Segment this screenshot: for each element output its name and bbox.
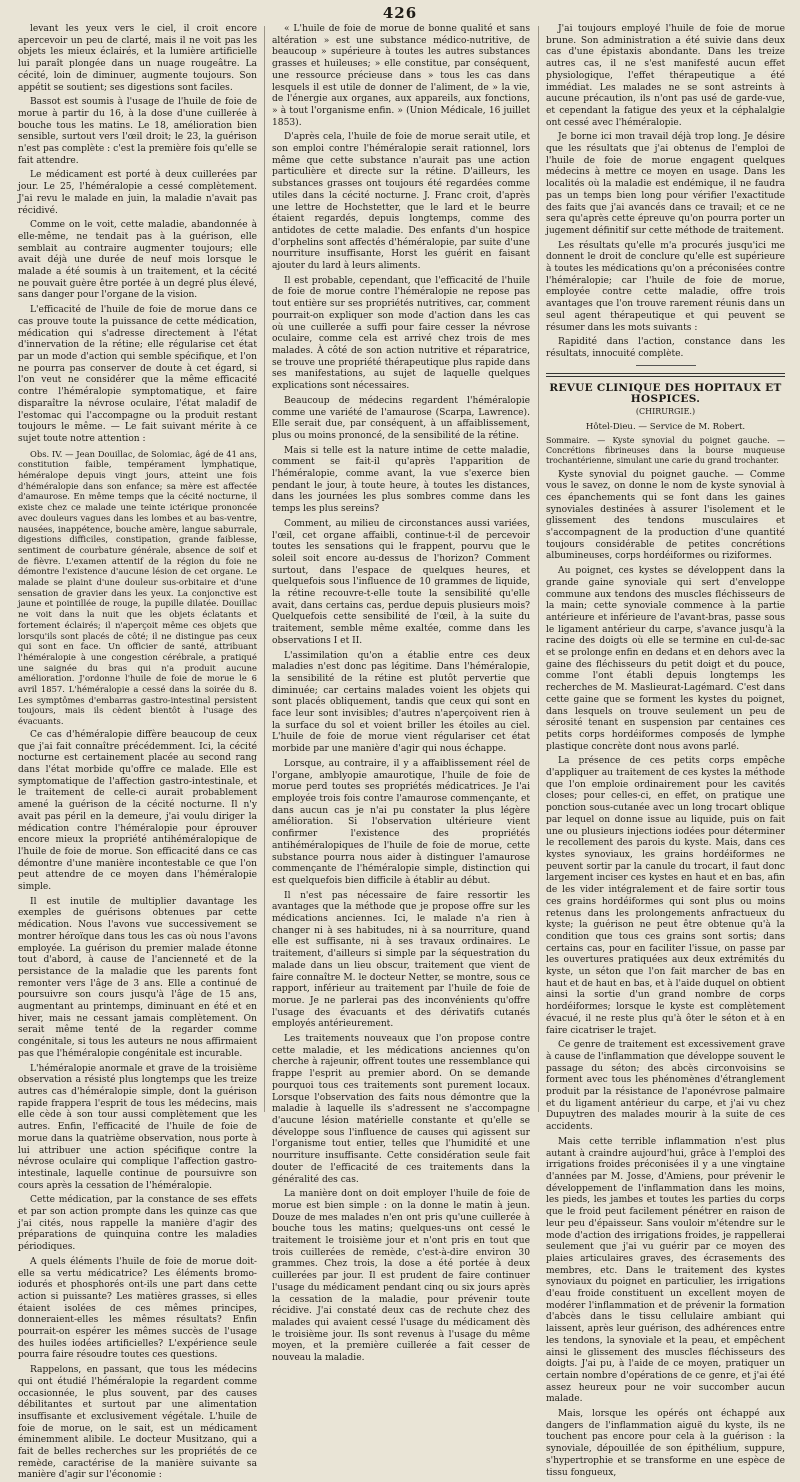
paragraph: Les résultats qu'elle m'a procurés jusqu'ici me donnent le droit de conclure qu'elle est supérieure à toutes les médications qu'on a préconisées contre l'héméralopie; car l'huile de foie de morue, employée contre cette maladie, offre trois avantages que l'on trouve rarement réunis dans un seul agent thérapeutique et qui peuvent se résumer dans les mots suivants : <box>546 240 785 333</box>
paragraph: Comme on le voit, cette maladie, abandonnée à elle-même, ne tendait pas à la guérison, elle semblait au contraire augmenter toujours; elle avait déjà une durée de neuf mois lorsque le malade a été soumis à un traitement, et la cécité ne pouvait guère être portée à un degré plus élevé, sans danger pour l'organe de la vision. <box>18 220 257 301</box>
paragraph: Ce genre de traitement est excessivement grave à cause de l'inflammation que développe souvent le passage du séton; des abcès circonvoisins se forment avec tous les phénomènes d'étranglement produit par la résistance de l'aponévrose palmaire et du ligament antérieur du carpe, et j'ai vu chez Dupuytren des malades mourir à la suite de ces accidents. <box>546 1040 785 1133</box>
paragraph: Bassot est soumis à l'usage de l'huile de foie de morue à partir du 16, à la dose d'une cuillerée à bouche tous les matins. Le 18, amélioration bien sensible, surtout vers l'œil droit; le 23, la guérison n'est pas complète : c'est la première fois qu'elle se fait attendre. <box>18 97 257 166</box>
paragraph: Mais si telle est la nature intime de cette maladie, comment se fait-il qu'après l'apparition de l'héméralopie, comme avant, la vue s'exerce bien pendant le jour, à toute heure, à toutes les distances, dans les journées les plus sombres comme dans les temps les plus sereins? <box>272 445 530 515</box>
paragraph: Mais cette terrible inflammation n'est plus autant à craindre aujourd'hui, grâce à l'emploi des irrigations froides préconisées il y a une vingtaine d'années par M. Josse, d'Amiens, pour prévenir le développement de l'inflammation dans les moins, les pieds, les jambes et toutes les parties du corps que le froid peut facilement pénétrer en raison de leur peu d'épaisseur. Sans vouloir m'étendre sur le mode d'action des irrigations froides, je rappellerai seulement que j'ai vu guérir par ce moyen des plaies articulaires graves, des écrasements des membres, etc. Dans le traitement des kystes synoviaux du poignet en particulier, les irrigations d'eau froide constituent un excellent moyen de modérer l'inflammation et de prévenir la formation d'abcès dans le tissu cellulaire ambiant qui laissent, après leur guérison, des adhérences entre les tendons, la synoviale et la peau, et empêchent ainsi le glissement des muscles fléchisseurs des doigts. J'ai pu, à l'aide de ce moyen, pratiquer un certain nombre d'opérations de ce genre, et j'ai été assez heureux pour ne voir succomber aucun malade. <box>546 1136 785 1405</box>
paragraph: Rappelons, en passant, que tous les médecins qui ont étudié l'héméralopie la regardent comme occasionnée, le plus souvent, par des causes débilitantes et surtout par une alimentation insuffisante et exclusivement végétale. L'huile de foie de morue, on le sait, est un médicament éminemment alibile. Le docteur Musitzano, qui a fait de belles recherches sur les propriétés de ce remède, caractérise de la manière suivante sa manière d'agir sur l'économie : <box>18 1365 257 1481</box>
paragraph: Je borne ici mon travail déjà trop long. Je désire que les résultats que j'ai obtenus de l'emploi de l'huile de foie de morue engagent quelques médecins à mettre ce moyen en usage. Dans les localités où la maladie est endémique, il ne faudra pas un temps bien long pour vérifier l'exactitude des faits que j'ai avancés dans ce travail; et ce ne sera qu'après cette épreuve qu'on pourra porter un jugement définitif sur cette méthode de traitement. <box>546 132 785 236</box>
column-divider <box>264 26 265 1112</box>
hospital-heading: Hôtel-Dieu. — Service de M. Robert. <box>585 421 746 432</box>
paragraph: L'héméralopie anormale et grave de la troisième observation a résisté plus longtemps que les treize autres cas d'héméralopie simple, dont la guérison rapide frappera l'esprit de tous les médecins, mais elle cède à son tour aussi complètement que les autres. Enfin, l'efficacité de l'huile de foie de morue dans la quatrième observation, nous porte à lui attribuer une action spécifique contre la névrose oculaire qui complique l'affection gastro-intestinale, laquelle continue de poursuivre son cours après la cessation de l'héméralopie. <box>18 1063 257 1191</box>
paragraph: Au poignet, ces kystes se développent dans la grande gaine synoviale qui sert d'enveloppe commune aux tendons des muscles fléchisseurs de la main; cette synoviale commence à la partie antérieure et inférieure de l'avant-bras, passe sous le ligament antérieur du carpe, s'avance jusqu'à la racine des doigts où elle se termine en cul-de-sac et se prolonge enfin en dedans et en dehors avec la gaine des fléchisseurs du petit doigt et du pouce, comme l'ont établi depuis longtemps les recherches de M. Maslieurat-Lagémard. C'est dans cette gaine que se forment les kystes du poignet, dans lesquels on trouve seulement un peu de sérosité tenant en suspension par centaines ces petits corps hordéiformes composés de lymphe plastique concrète dont nous avons parlé. <box>546 566 785 752</box>
paragraph: Il n'est pas nécessaire de faire ressortir les avantages que la méthode que je propose offre sur les médications anciennes. Ici, le malade n'a rien à changer ni à ses habitudes, ni à sa nourriture, quand elle est suffisante, ni à ses travaux ordinaires. Le traitement, d'ailleurs si simple par la séquestration du malade dans un lieu obscur, traitement que vient de faire connaître M. le docteur Netter, se montre, sous ce rapport, inférieur au traitement par l'huile de foie de morue. Je ne parlerai pas des inconvénients qu'offre l'usage des évacuants et des dérivatifs cutanés employés antérieurement. <box>272 890 530 1030</box>
column-3-body <box>546 470 785 1480</box>
section-rule <box>546 373 785 377</box>
paragraph: Rapidité dans l'action, constance dans les résultats, innocuité complète. <box>546 337 785 359</box>
paragraph: « L'huile de foie de morue de bonne qualité et sans altération » est une substance médico-nutritive, de beaucoup » supérieure à toutes les autres substances grasses et huileuses; » elle constitue, par conséquent, une ressource précieuse dans » tous les cas dans lesquels il est utile de donner de l'aliment, de » la vie, de l'énergie aux organes, aux appareils, aux fonctions, » à tout l'organisme enfin. » (Union Médicale, 16 juillet 1853). <box>272 24 530 128</box>
column-1 <box>18 24 257 1481</box>
paragraph: Il est inutile de multiplier davantage les exemples de guérisons obtenues par cette médication. Nous l'avons vue successivement se montrer héroïque dans tous les cas où nous l'avons employée. La guérison du premier malade étonne tout d'abord, à cause de l'ancienneté et de la persistance de la maladie que les parents font remonter vers l'âge de 3 ans. Elle a continué de poursuivre son cours jusqu'à l'âge de 15 ans, augmentant au printemps, diminuant en été et en hiver, mais ne cessant jamais complètement. On serait même tenté de la regarder comme congénitale, si tous les auteurs ne nous affirmaient pas que l'héméralopie congénitale est incurable. <box>18 896 257 1059</box>
paragraph: Les traitements nouveaux que l'on propose contre cette maladie, et les médications anciennes qu'on cherche à rajeunir, offrent toutes une ressemblance qui frappe l'esprit au premier abord. On se demande pourquoi tous ces traitements sont purement locaux. Lorsque l'observation des faits nous démontre que la maladie à laquelle ils s'adressent ne s'accompagne d'aucune lésion matérielle constante et qu'elle se développe sous l'influence de causes qui agissent sur l'organisme tout entier, telles que l'humidité et une nourriture insuffisante. Cette considération seule fait douter de l'efficacité de ces traitements dans la généralité des cas. <box>272 1034 530 1185</box>
paragraph: Cette médication, par la constance de ses effets et par son action prompte dans les quinze cas que j'ai cités, nous rappelle la manière d'agir des préparations de quinquina contre les maladies périodiques. <box>18 1195 257 1253</box>
column-3-intro <box>546 24 785 361</box>
section-subtitle: (CHIRURGIE.) <box>635 407 696 417</box>
paragraph: Beaucoup de médecins regardent l'héméralopie comme une variété de l'amaurose (Scarpa, Lawrence). Elle serait due, par conséquent, à un affaiblissement, plus ou moins prononcé, de la sensibilité de la rétine. <box>272 395 530 441</box>
column-2 <box>272 24 530 1364</box>
section-summary: Sommaire. — Kyste synovial du poignet gauche. — Concrétions fibrineuses dans la bourse muqueuse trochantérienne, simulant une carie du grand trochanter. <box>546 435 785 465</box>
paragraph: Kyste synovial du poignet gauche. — Comme vous le savez, on donne le nom de kyste synovial à ces épanchements qui se font dans les gaines synoviales destinées à assurer l'isolement et le glissement des tendons musculaires et s'accompagnent de la production d'une quantité toujours considérable de petites concrétions albumineuses, corps hordéiformes ou riziformes. <box>546 469 785 562</box>
paragraph: L'assimilation qu'on a établie entre ces deux maladies n'est donc pas légitime. Dans l'héméralopie, la sensibilité de la rétine est plutôt pervertie que diminuée; car certains malades voient les objets qui sont placés obliquement, tandis que ceux qui sont en face leur sont invisibles; d'autres n'aperçoivent rien à la surface du sol et voient briller les étoiles au ciel. L'huile de foie de morue vient régulariser cet état morbide par une manière d'agir qui nous échappe. <box>272 650 530 755</box>
paragraph: Ce cas d'héméralopie diffère beaucoup de ceux que j'ai fait connaître précédemment. Ici, la cécité nocturne est certainement placée au second rang dans l'état morbide qu'offre ce malade. Elle est symptomatique de l'affection gastro-intestinale, et le traitement de celle-ci aurait probablement amené la guérison de la cécité nocturne. Il n'y avait pas péril en la demeure, j'ai voulu diriger la médication contre l'héméralopie pour éprouver encore mieux la propriété antihéméralopique de l'huile de foie de morue. Son efficacité dans ce cas démontre d'une manière incontestable ce que l'on peut attendre de ce moyen dans l'héméralopie simple. <box>18 729 257 893</box>
paragraph: L'efficacité de l'huile de foie de morue dans ce cas prouve toute la puissance de cette médication, médication qui s'adresse directement à l'état d'innervation de la rétine; elle régularise cet état par un mode d'action qui semble spécifique, et l'on ne pourra pas conserver de doute à cet égard, si l'on veut ne considérer que la même efficacité contre l'héméralopie symptomatique, et faire disparaître la névrose oculaire, l'état maladif de l'estomac qui l'accompagne ou la produit restant toujours le même. — Le fait suivant mérite à ce sujet toute notre attention : <box>18 305 257 444</box>
paragraph: Obs. IV. — Jean Douillac, de Solomiac, âgé de 41 ans, constitution faible, tempérament lymphatique, héméralope depuis vingt jours, atteint une fois d'héméralopie dans son enfance; sa mère est affectée d'amaurose. En même temps que la cécité nocturne, il existe chez ce malade une teinte ictérique prononcée avec douleurs vagues dans les lombes et au bas-ventre, nausées, inappétence, bouche amère, langue saburrale, digestions difficiles, constipation, grande faiblesse, sentiment de courbature générale, absence de soif et de fièvre. L'examen attentif de la région du foie ne démontre l'existence d'aucune lésion de cet organe. Le malade se plaint d'une douleur sus-orbitaire et d'une sensation de gravier dans les yeux. La conjonctive est jaune et pointillée de rouge, la pupille dilatée. Douillac ne voit dans la nuit que les objets éclatants et fortement éclairés; il n'aperçoit même ces objets que lorsqu'ils sont placés de côté; il ne distingue pas ceux qui sont en face. Un officier de santé, attribuant l'héméralopie à une congestion cérébrale, a pratiqué une saignée du bras qui n'a produit aucune amélioration. J'ordonne l'huile de foie de morue le 6 avril 1857. L'héméralopie a cessé dans la soirée du 8. Les symptômes d'embarras gastro-intestinal persistent toujours, mais ils cèdent bientôt à l'usage des évacuants. <box>18 448 257 727</box>
page-number: 426 <box>382 4 418 22</box>
paragraph: J'ai toujours employé l'huile de foie de morue brune. Son administration a été suivie dans deux cas d'une épistaxis abondante. Dans les treize autres cas, il ne s'est manifesté aucun effet physiologique, l'effet thérapeutique a été immédiat. Les malades ne se sont astreints à aucune précaution, ils n'ont pas usé de garde-vue, et cependant la fatigue des yeux et la céphalalgie ont cessé avec l'héméralopie. <box>546 24 785 128</box>
paragraph: levant les yeux vers le ciel, il croit encore apercevoir un peu de clarté, mais il ne voit pas les objets les mieux éclairés, et la lumière artificielle lui paraît plongée dans un nuage rougeâtre. La cécité, loin de diminuer, augmente toujours. Son appétit se soutient; ses digestions sont faciles. <box>18 24 257 93</box>
paragraph: Lorsque, au contraire, il y a affaiblissement réel de l'organe, amblyopie amaurotique, l'huile de foie de morue perd toutes ses propriétés médicatrices. Je l'ai employée trois fois contre l'amaurose commençante, et dans aucun cas je n'ai pu constater la plus légère amélioration. Si l'observation ultérieure vient confirmer l'existence des propriétés antihéméralopiques de l'huile de foie de morue, cette substance pourra nous aider à distinguer l'amaurose commençante de l'héméralopie simple, distinction qui est quelquefois bien difficile à établir au début. <box>272 758 530 886</box>
paragraph: La présence de ces petits corps empêche d'appliquer au traitement de ces kystes la méthode que l'on emploie ordinairement pour les cavités closes; pour celles-ci, en effet, on pratique une ponction sous-cutanée avec un long trocart oblique par lequel on donne issue au liquide, puis on fait une ou plusieurs injections iodées pour déterminer le recollement des parois du kyste. Mais, dans ces kystes synoviaux, les grains hordéiformes ne peuvent sortir par la canule du trocart, il faut donc largement inciser ces kystes en haut et en bas, afin de les vider intégralement et de faire sortir tous ces grains hordéiformes qui sont plus ou moins retenus dans les prolongements anfractueux du kyste; la guérison ne peut être obtenue qu'à la condition que tous ces grains sont sortis; dans certains cas, pour en faciliter l'issue, on passe par les ouvertures pratiquées aux deux extrémités du kyste, un séton que l'on fait marcher de bas en haut et de haut en bas, et à l'aide duquel on obtient ainsi la sortie d'un grand nombre de corps hordéiformes; lorsque le kyste est complètement évacué, il ne reste plus qu'à ôter le séton et à en faire cicatriser le trajet. <box>546 756 785 1036</box>
column-divider <box>538 26 539 1112</box>
paragraph: Le médicament est porté à deux cuillerées par jour. Le 25, l'héméralopie a cessé complètement. J'ai revu le malade en juin, la maladie n'avait pas récidivé. <box>18 170 257 216</box>
paragraph: Il est probable, cependant, que l'efficacité de l'huile de foie de morue contre l'héméralopie ne repose pas tout entière sur ses propriétés nutritives, car, comment pourrait-on expliquer son mode d'action dans les cas où une cuillerée a suffi pour faire cesser la névrose oculaire, comme cela est arrivé chez trois de mes malades. À côté de son action nutritive et réparatrice, se trouve une propriété thérapeutique plus rapide dans ses manifestations, au sujet de laquelle quelques explications sont nécessaires. <box>272 275 530 392</box>
paragraph: Mais, lorsque les opérés ont échappé aux dangers de l'inflammation aiguë du kyste, ils ne touchent pas encore pour cela à la guérison : la synoviale, dépouillée de son épithélium, suppure, s'hypertrophie et se transforme en une espèce de tissu fongueux, <box>546 1409 785 1478</box>
paragraph: A quels éléments l'huile de foie de morue doit-elle sa vertu médicatrice? Les éléments bromo-iodurés et phosphorés ont-ils une part dans cette action si puissante? Les matières grasses, si elles étaient isolées de ces mêmes principes, donneraient-elles les mêmes résultats? Enfin pourrait-on espérer les mêmes succès de l'usage des huiles iodées artificielles? L'expérience seule pourra faire résoudre toutes ces questions. <box>18 1256 257 1361</box>
short-rule <box>636 365 696 366</box>
paragraph: La manière dont on doit employer l'huile de foie de morue est bien simple : on la donne le matin à jeun. Douze de mes malades n'en ont pris qu'une cuillerée à bouche tous les matins; quelques-uns ont cessé le traitement le troisième jour et n'ont pris en tout que trois cuillerées de remède, c'est-à-dire environ 30 grammes. Chez trois, la dose a été portée à deux cuillerées par jour. Il est prudent de faire continuer l'usage du médicament pendant cinq ou six jours après la cessation de la maladie, pour prévenir toute récidive. J'ai constaté deux cas de rechute chez des malades qui avaient cessé l'usage du médicament dès le troisième jour. Ils sont revenus à l'usage du même moyen, et la première cuillerée a fait cesser de nouveau la maladie. <box>272 1189 530 1364</box>
section-title: REVUE CLINIQUE DES HOPITAUX ET HOSPICES. <box>549 381 782 406</box>
column-3 <box>546 24 785 1478</box>
paragraph: Comment, au milieu de circonstances aussi variées, l'œil, cet organe affaibli, continue-t-il de percevoir toutes les sensations qui le frappent, pourvu que le soleil soit encore au-dessus de l'horizon? Comment surtout, dans l'espace de quelques heures, et quelquefois sous l'influence de 10 grammes de liquide, la rétine recouvre-t-elle toute la sensibilité qu'elle avait, dans certains cas, perdue depuis plusieurs mois? Quelquefois cette sensibilité de l'œil, à la suite du traitement, semble même exaltée, comme dans les observations I et II. <box>272 518 530 646</box>
paragraph: D'après cela, l'huile de foie de morue serait utile, et son emploi contre l'héméralopie serait rationnel, lors même que cette substance n'aurait pas une action particulière et directe sur la rétine. D'ailleurs, les substances grasses ont toujours été regardées comme utiles dans la cécité nocturne. J. Franc croit, d'après une lettre de Hochstetter, que le lard et le beurre étaient regardés, depuis longtemps, comme des antidotes de cette maladie. Des enfants d'un hospice d'orphelins sont affectés d'héméralopie, par suite d'une nourriture insuffisante, Horst les guérit en faisant ajouter du lard à leurs aliments. <box>272 132 530 272</box>
